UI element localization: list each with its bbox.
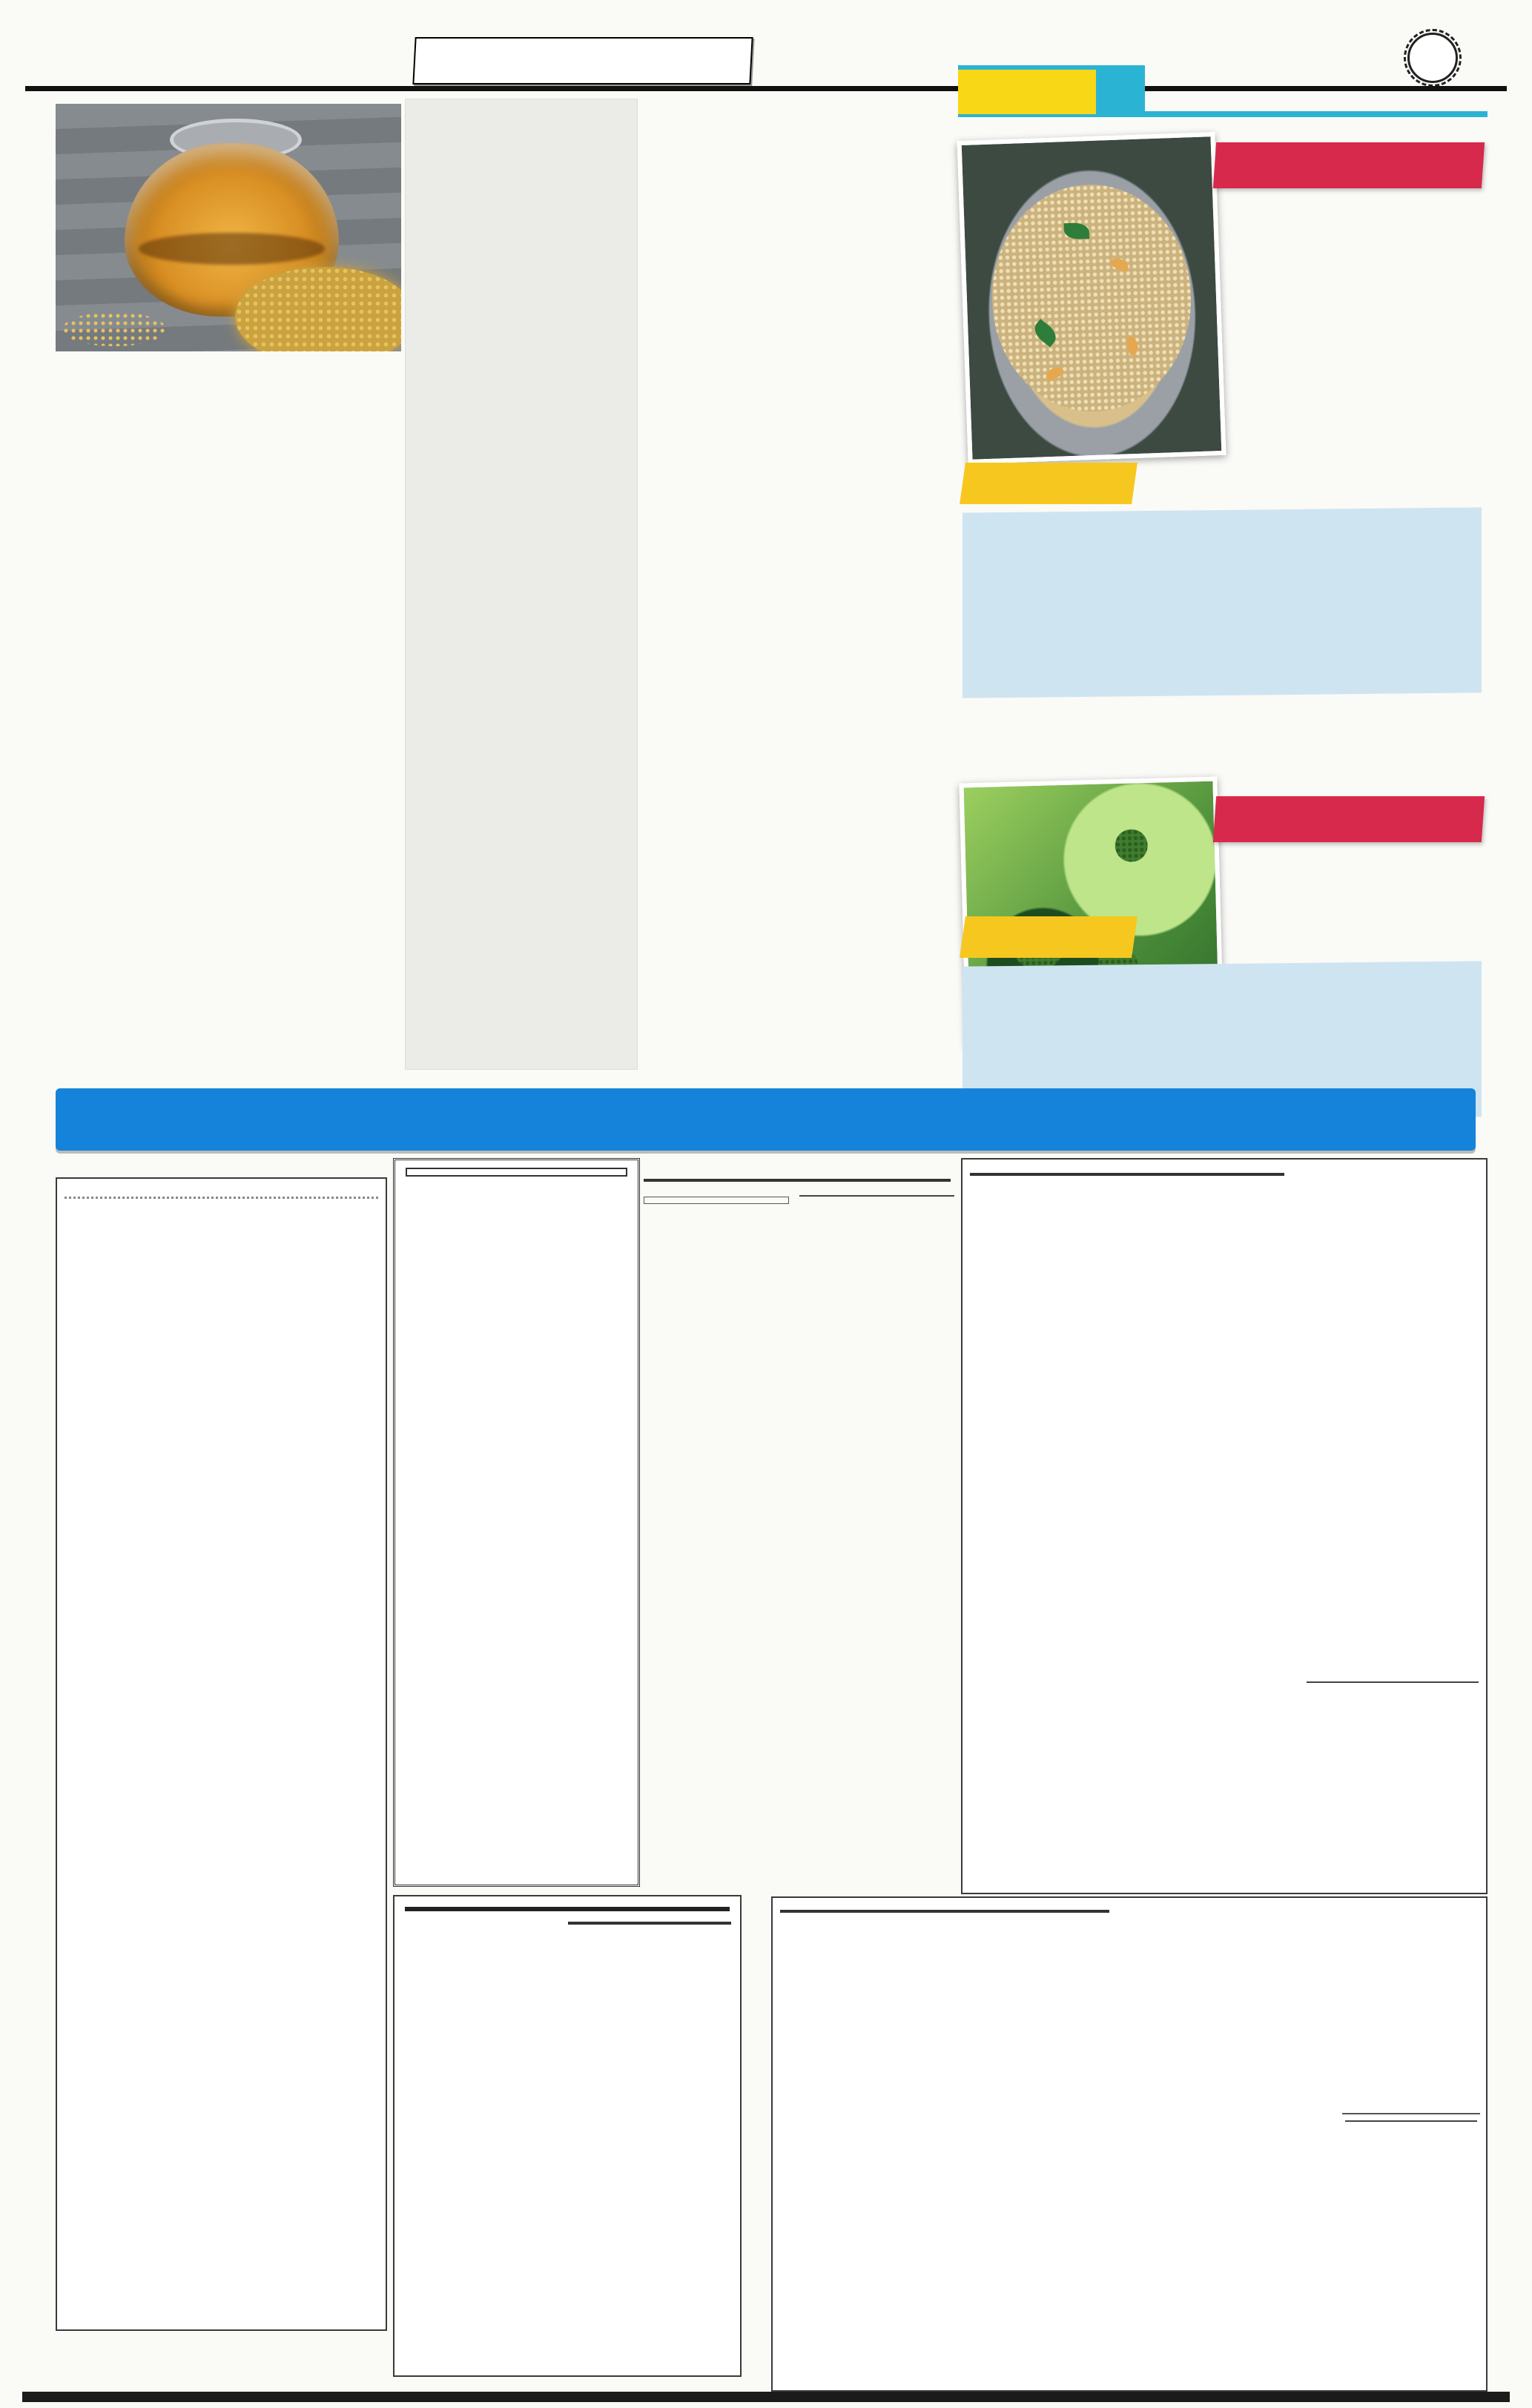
- issue-line: [412, 37, 753, 85]
- kakuro-instructions: [644, 1191, 789, 1204]
- recipes-tag: [958, 70, 1096, 114]
- word-solution-grid: [1345, 2120, 1477, 2122]
- across-clues-list: [963, 1581, 1289, 1877]
- bottom-rule: [22, 2392, 1510, 2402]
- broccoli-art: [1115, 829, 1148, 862]
- kakuro-notes: [644, 1191, 957, 1204]
- word-solution: [1342, 2113, 1480, 2122]
- method-heading: [960, 916, 1138, 958]
- method-text: [963, 507, 1482, 698]
- recipes-section: [958, 65, 1488, 1082]
- sudoku-solution: [568, 1919, 731, 1925]
- mustard-seeds-art: [62, 312, 166, 347]
- recipe-title: [1213, 142, 1485, 188]
- muscle-benefit-box: [405, 99, 638, 1070]
- kakuro-grid: [644, 1179, 951, 1182]
- sudoku-box: [393, 1895, 742, 2377]
- method-heading: [960, 463, 1138, 504]
- recipe-ingredients: [1219, 860, 1486, 867]
- kakuro-box: [644, 1171, 957, 1882]
- mustard-oil-photo: [56, 104, 401, 351]
- sudoku-rules: [402, 1919, 559, 1925]
- word-down-clues: [1241, 1905, 1354, 1910]
- jokes-box: [393, 1158, 640, 1887]
- film-crossword-grid: [970, 1173, 1284, 1176]
- sudoku-grid: [405, 1907, 730, 1911]
- jar-band-art: [139, 233, 326, 265]
- fat-article: [647, 92, 957, 1072]
- horoscope-title: [65, 1183, 378, 1199]
- recipe-ingredients: [1219, 211, 1486, 218]
- oil-article-body: [56, 624, 401, 1069]
- pulao-photo: [957, 132, 1226, 464]
- film-solution-grid: [1307, 1681, 1479, 1683]
- word-across-clues: [1121, 1905, 1234, 1910]
- word-puzzle-box: [771, 1896, 1488, 2392]
- film-solution: [1304, 1678, 1482, 1683]
- recipe-title: [1213, 796, 1485, 842]
- sudoku-bottom: [402, 1919, 733, 1925]
- horoscope-box: [56, 1177, 387, 2331]
- kakuro-solution-grid: [799, 1195, 954, 1197]
- sudoku-solution-grid: [568, 1922, 731, 1925]
- rice-art: [988, 182, 1195, 414]
- timepass-bar: [56, 1088, 1476, 1151]
- word-puzzle-grid: [780, 1910, 1109, 1913]
- kakuro-solution: [796, 1191, 957, 1204]
- jokes-title: [406, 1168, 627, 1177]
- drop-cap: [56, 624, 63, 627]
- film-crossword-box: [961, 1158, 1488, 1894]
- film-down-clues: [1304, 1167, 1482, 1171]
- kakuro-example-sums: [644, 1197, 789, 1204]
